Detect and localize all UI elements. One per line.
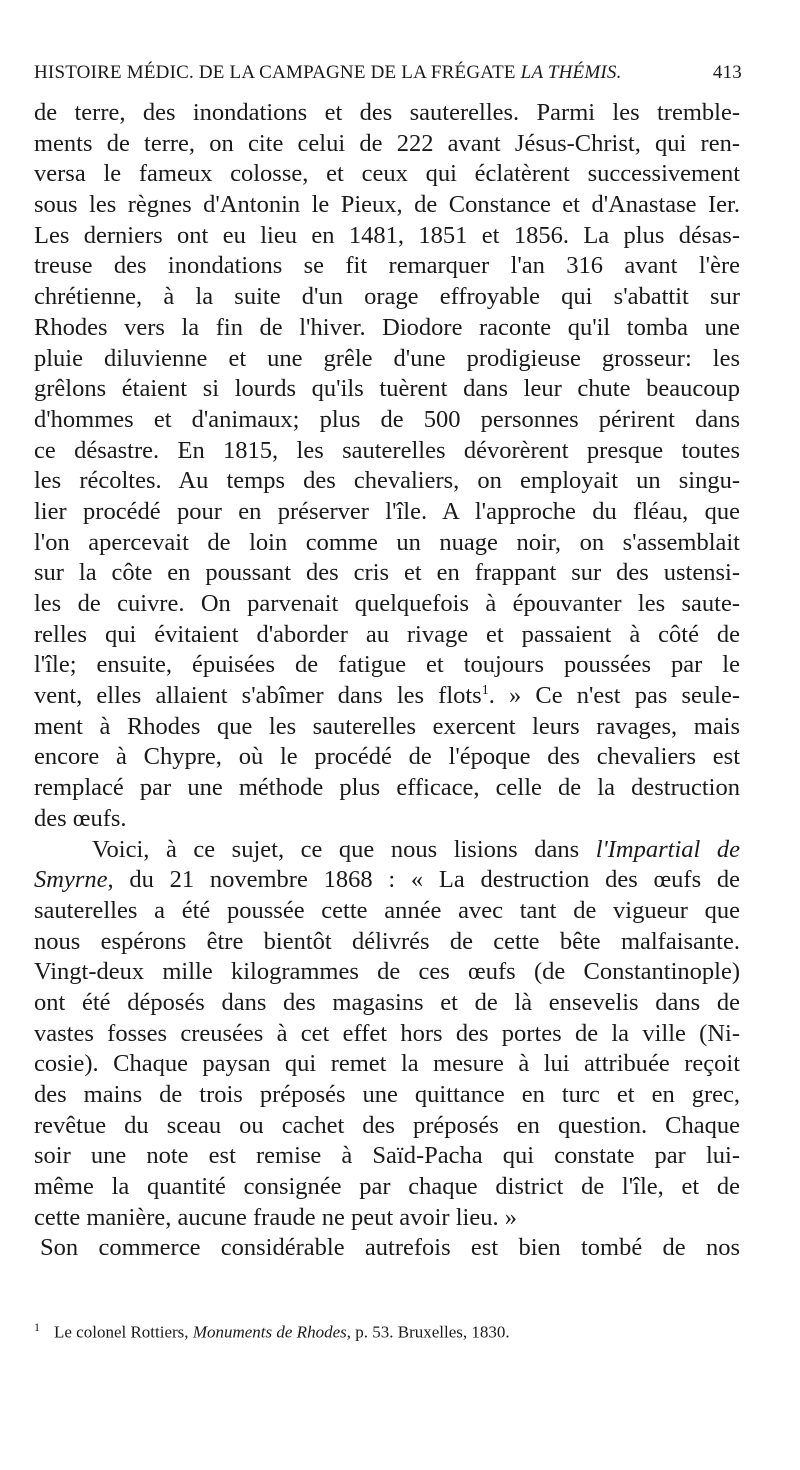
text-line: Les derniers ont eu lieu en 1481, 1851 et 1856. La plus désas- <box>34 221 740 249</box>
text-line: pluie diluvienne et une grêle d'une prodigieuse grosseur: les <box>34 344 740 372</box>
text-line: de terre, des inondations et des sauterelles. Parmi les tremble- <box>34 99 740 126</box>
text-line: l'île; ensuite, épuisées de fatigue et toujours poussées par le <box>34 651 740 679</box>
newspaper-title-part-1: l'Impartial de <box>595 835 740 863</box>
body-text <box>34 98 740 1264</box>
text-line: nous espérons être bientôt délivrés de cette bête malfaisante. <box>34 927 740 955</box>
footnote-text-end: , p. 53. Bruxelles, 1830. <box>346 1322 510 1342</box>
text-line: Rhodes vers la fin de l'hiver. Diodore raconte qu'il tomba une <box>34 313 740 341</box>
text-line: encore à Chypre, où le procédé de l'époque des chevaliers est <box>34 743 740 771</box>
text-line: sur la côte en poussant des cris et en frappant sur des ustensi- <box>34 559 740 587</box>
text-line <box>34 865 740 896</box>
text-line: des mains de trois préposés une quittance en turc et en grec, <box>34 1081 740 1108</box>
running-head-title-italic: LA THÉMIS. <box>520 62 622 83</box>
text-line: versa le fameux colosse, et ceux qui éclatèrent successivement <box>34 160 740 188</box>
paragraph-start-line <box>34 835 740 866</box>
text-line: revêtue du sceau ou cachet des préposés en question. Chaque <box>34 1111 740 1139</box>
text-line: chrétienne, à la suite d'un orage effroyable qui s'abattit sur <box>34 283 740 311</box>
text-line-start: vent, elles allaient s'abîmer dans les flots <box>34 682 482 710</box>
footnote-text-start: Le colonel Rottiers, <box>54 1322 193 1342</box>
text-line: les de cuivre. On parvenait quelquefois à épouvanter les saute- <box>34 590 740 617</box>
text-line: même la quantité consignée par chaque district de l'île, et de <box>34 1173 740 1201</box>
text-line: ont été déposés dans des magasins et de là ensevelis dans de <box>34 988 740 1016</box>
text-line: cosie). Chaque paysan qui remet la mesure à lui attribuée reçoit <box>34 1050 740 1078</box>
page-number: 413 <box>712 62 742 83</box>
text-segment: , du 21 novembre 1868 : « La destruction des œufs de <box>107 866 740 894</box>
running-head-title <box>34 62 622 84</box>
text-line: les récoltes. Au temps des chevaliers, on employait un singu- <box>34 467 740 495</box>
text-segment: Voici, à ce sujet, ce que nous lisions dans <box>92 835 596 863</box>
text-line: sous les règnes d'Antonin le Pieux, de Constance et d'Anastase Ier. <box>34 191 740 219</box>
paragraph-start-line: Son commerce considérable autrefois est bien tombé de nos <box>40 1234 740 1262</box>
footnote-book-title: Monuments de Rhodes <box>192 1322 347 1342</box>
text-line: ment à Rhodes que les sauterelles exercent leurs ravages, mais <box>34 712 740 740</box>
text-line: des œufs. <box>34 804 127 832</box>
text-line: grêlons étaient si lourds qu'ils tuèrent dans leur chute beaucoup <box>34 375 740 403</box>
text-line: d'hommes et d'animaux; plus de 500 personnes périrent dans <box>34 405 740 433</box>
text-line-end: . » Ce n'est pas seule- <box>488 682 740 710</box>
text-line: ce désastre. En 1815, les sauterelles dévorèrent presque toutes <box>34 436 740 464</box>
text-line: soir une note est remise à Saïd-Pacha qui constate par lui- <box>34 1142 740 1170</box>
newspaper-title-part-2: Smyrne <box>34 866 108 894</box>
text-line: treuse des inondations se fit remarquer l'an 316 avant l'ère <box>34 252 740 280</box>
footnote-mark: 1 <box>34 1320 40 1334</box>
footnote <box>34 1320 740 1343</box>
text-line: sauterelles a été poussée cette année avec tant de vigueur que <box>34 896 740 924</box>
text-line: vastes fosses creusées à cet effet hors des portes de la ville (Ni- <box>34 1019 740 1047</box>
text-line: relles qui évitaient d'aborder au rivage et passaient à côté de <box>34 620 740 648</box>
running-head <box>34 62 742 92</box>
text-line: l'on apercevait de loin comme un nuage noir, on s'assemblait <box>34 528 740 556</box>
text-line: lier procédé pour en préserver l'île. A l'approche du fléau, que <box>34 497 740 525</box>
footnote-reference: 1 <box>481 682 489 698</box>
running-head-title-main: HISTOIRE MÉDIC. DE LA CAMPAGNE DE LA FRÉGATE <box>34 62 521 83</box>
text-line: ments de terre, on cite celui de 222 avant Jésus-Christ, qui ren- <box>34 129 740 157</box>
text-line: remplacé par une méthode plus efficace, celle de la destruction <box>34 774 740 802</box>
text-line: Vingt-deux mille kilogrammes de ces œufs (de Constantinople) <box>34 958 740 986</box>
text-line-with-footnote-ref <box>34 681 740 712</box>
text-line: cette manière, aucune fraude ne peut avoir lieu. » <box>34 1203 517 1231</box>
